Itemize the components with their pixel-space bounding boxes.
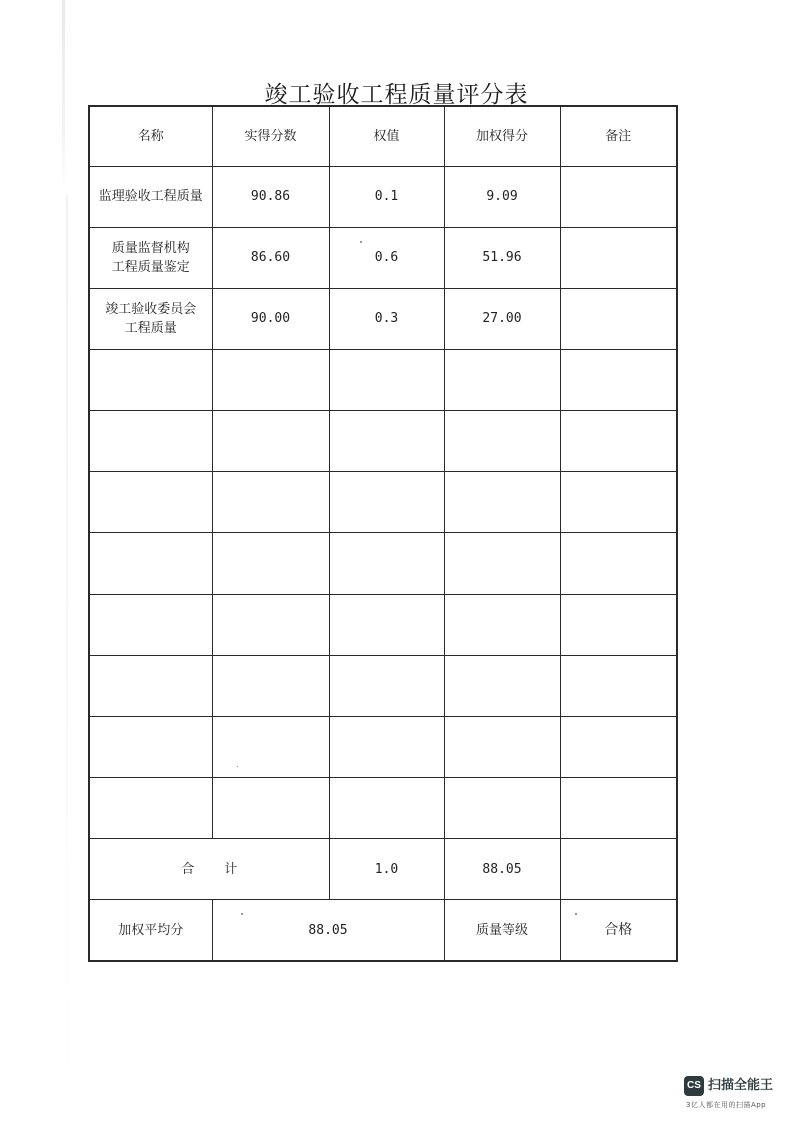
cell-weight (329, 472, 444, 533)
watermark-brand-name: 扫描全能王 (708, 1078, 774, 1093)
cell-weighted (444, 350, 560, 411)
cell-weight (329, 533, 444, 594)
cell-score: 90.86 (212, 166, 329, 227)
cell-score (212, 472, 329, 533)
cell-score (212, 594, 329, 655)
cell-weighted: 9.09 (444, 166, 560, 227)
cell-weight (329, 716, 444, 777)
cell-weighted: 51.96 (444, 227, 560, 288)
cell-name (89, 350, 212, 411)
cell-weight (329, 778, 444, 839)
cell-score (212, 411, 329, 472)
total-remark (560, 839, 677, 900)
quality-grade-value: 合格 (560, 900, 677, 961)
total-weight: 1.0 (329, 839, 444, 900)
quality-grade-label: 质量等级 (444, 900, 560, 961)
table-row (89, 533, 677, 594)
scan-speck (360, 241, 362, 243)
table-row (89, 227, 677, 288)
cell-remark (560, 594, 677, 655)
cell-score: 90.00 (212, 288, 329, 349)
avg-score-label: 加权平均分 (89, 900, 212, 961)
cell-weight: 0.3 (329, 288, 444, 349)
cell-weighted (444, 778, 560, 839)
cell-weighted (444, 533, 560, 594)
scan-speck (237, 766, 238, 767)
scanner-watermark (684, 1072, 784, 1114)
header-cell-weighted: 加权得分 (444, 106, 560, 166)
scan-edge-shadow (66, 195, 68, 1095)
cell-weighted (444, 472, 560, 533)
cell-remark (560, 227, 677, 288)
cell-name: 竣工验收委员会 工程质量 (89, 288, 212, 349)
camscanner-logo-icon: CS (684, 1076, 704, 1096)
cell-name: 监理验收工程质量 (89, 166, 212, 227)
cell-weight (329, 655, 444, 716)
cell-remark (560, 716, 677, 777)
cell-remark (560, 533, 677, 594)
cell-remark (560, 778, 677, 839)
header-row (89, 106, 677, 166)
header-cell-name: 名称 (89, 106, 212, 166)
cell-weight: 0.6 (329, 227, 444, 288)
table-row (89, 411, 677, 472)
cell-name (89, 594, 212, 655)
cell-weighted (444, 716, 560, 777)
cell-score (212, 716, 329, 777)
summary-row (89, 900, 677, 961)
cell-weighted (444, 655, 560, 716)
cell-name (89, 411, 212, 472)
table-row (89, 716, 677, 777)
total-label-char-2: 计 (224, 861, 238, 877)
cell-name (89, 533, 212, 594)
header-cell-weight: 权值 (329, 106, 444, 166)
scan-speck (241, 913, 243, 915)
cell-score (212, 533, 329, 594)
table-row (89, 472, 677, 533)
cell-weighted (444, 411, 560, 472)
cell-score (212, 655, 329, 716)
document-title: 竣工验收工程质量评分表 (264, 82, 529, 108)
scan-speck (575, 913, 577, 915)
table-row (89, 350, 677, 411)
cell-remark (560, 350, 677, 411)
cell-name: 质量监督机构 工程质量鉴定 (89, 227, 212, 288)
cell-weight: 0.1 (329, 166, 444, 227)
cell-weighted (444, 594, 560, 655)
total-row (89, 839, 677, 900)
table-row (89, 594, 677, 655)
avg-score-value: 88.05 (212, 900, 444, 961)
header-cell-score: 实得分数 (212, 106, 329, 166)
cell-name (89, 778, 212, 839)
cell-remark (560, 288, 677, 349)
cell-remark (560, 472, 677, 533)
cell-weight (329, 411, 444, 472)
score-table (88, 105, 678, 962)
cell-remark (560, 411, 677, 472)
cell-remark (560, 655, 677, 716)
cell-name (89, 472, 212, 533)
cell-score: 86.60 (212, 227, 329, 288)
total-label-char-1: 合 (181, 861, 195, 877)
watermark-tagline: 3亿人都在用的扫描App (686, 1101, 767, 1109)
cell-remark (560, 166, 677, 227)
table-row (89, 288, 677, 349)
cell-name (89, 716, 212, 777)
cell-weighted: 27.00 (444, 288, 560, 349)
total-label (89, 839, 329, 900)
cell-weight (329, 350, 444, 411)
table-row (89, 166, 677, 227)
cell-score (212, 350, 329, 411)
table-row (89, 655, 677, 716)
score-table-body (89, 106, 677, 961)
cell-name (89, 655, 212, 716)
cell-weight (329, 594, 444, 655)
header-cell-remark: 备注 (560, 106, 677, 166)
total-weighted: 88.05 (444, 839, 560, 900)
table-row (89, 778, 677, 839)
cell-score (212, 778, 329, 839)
